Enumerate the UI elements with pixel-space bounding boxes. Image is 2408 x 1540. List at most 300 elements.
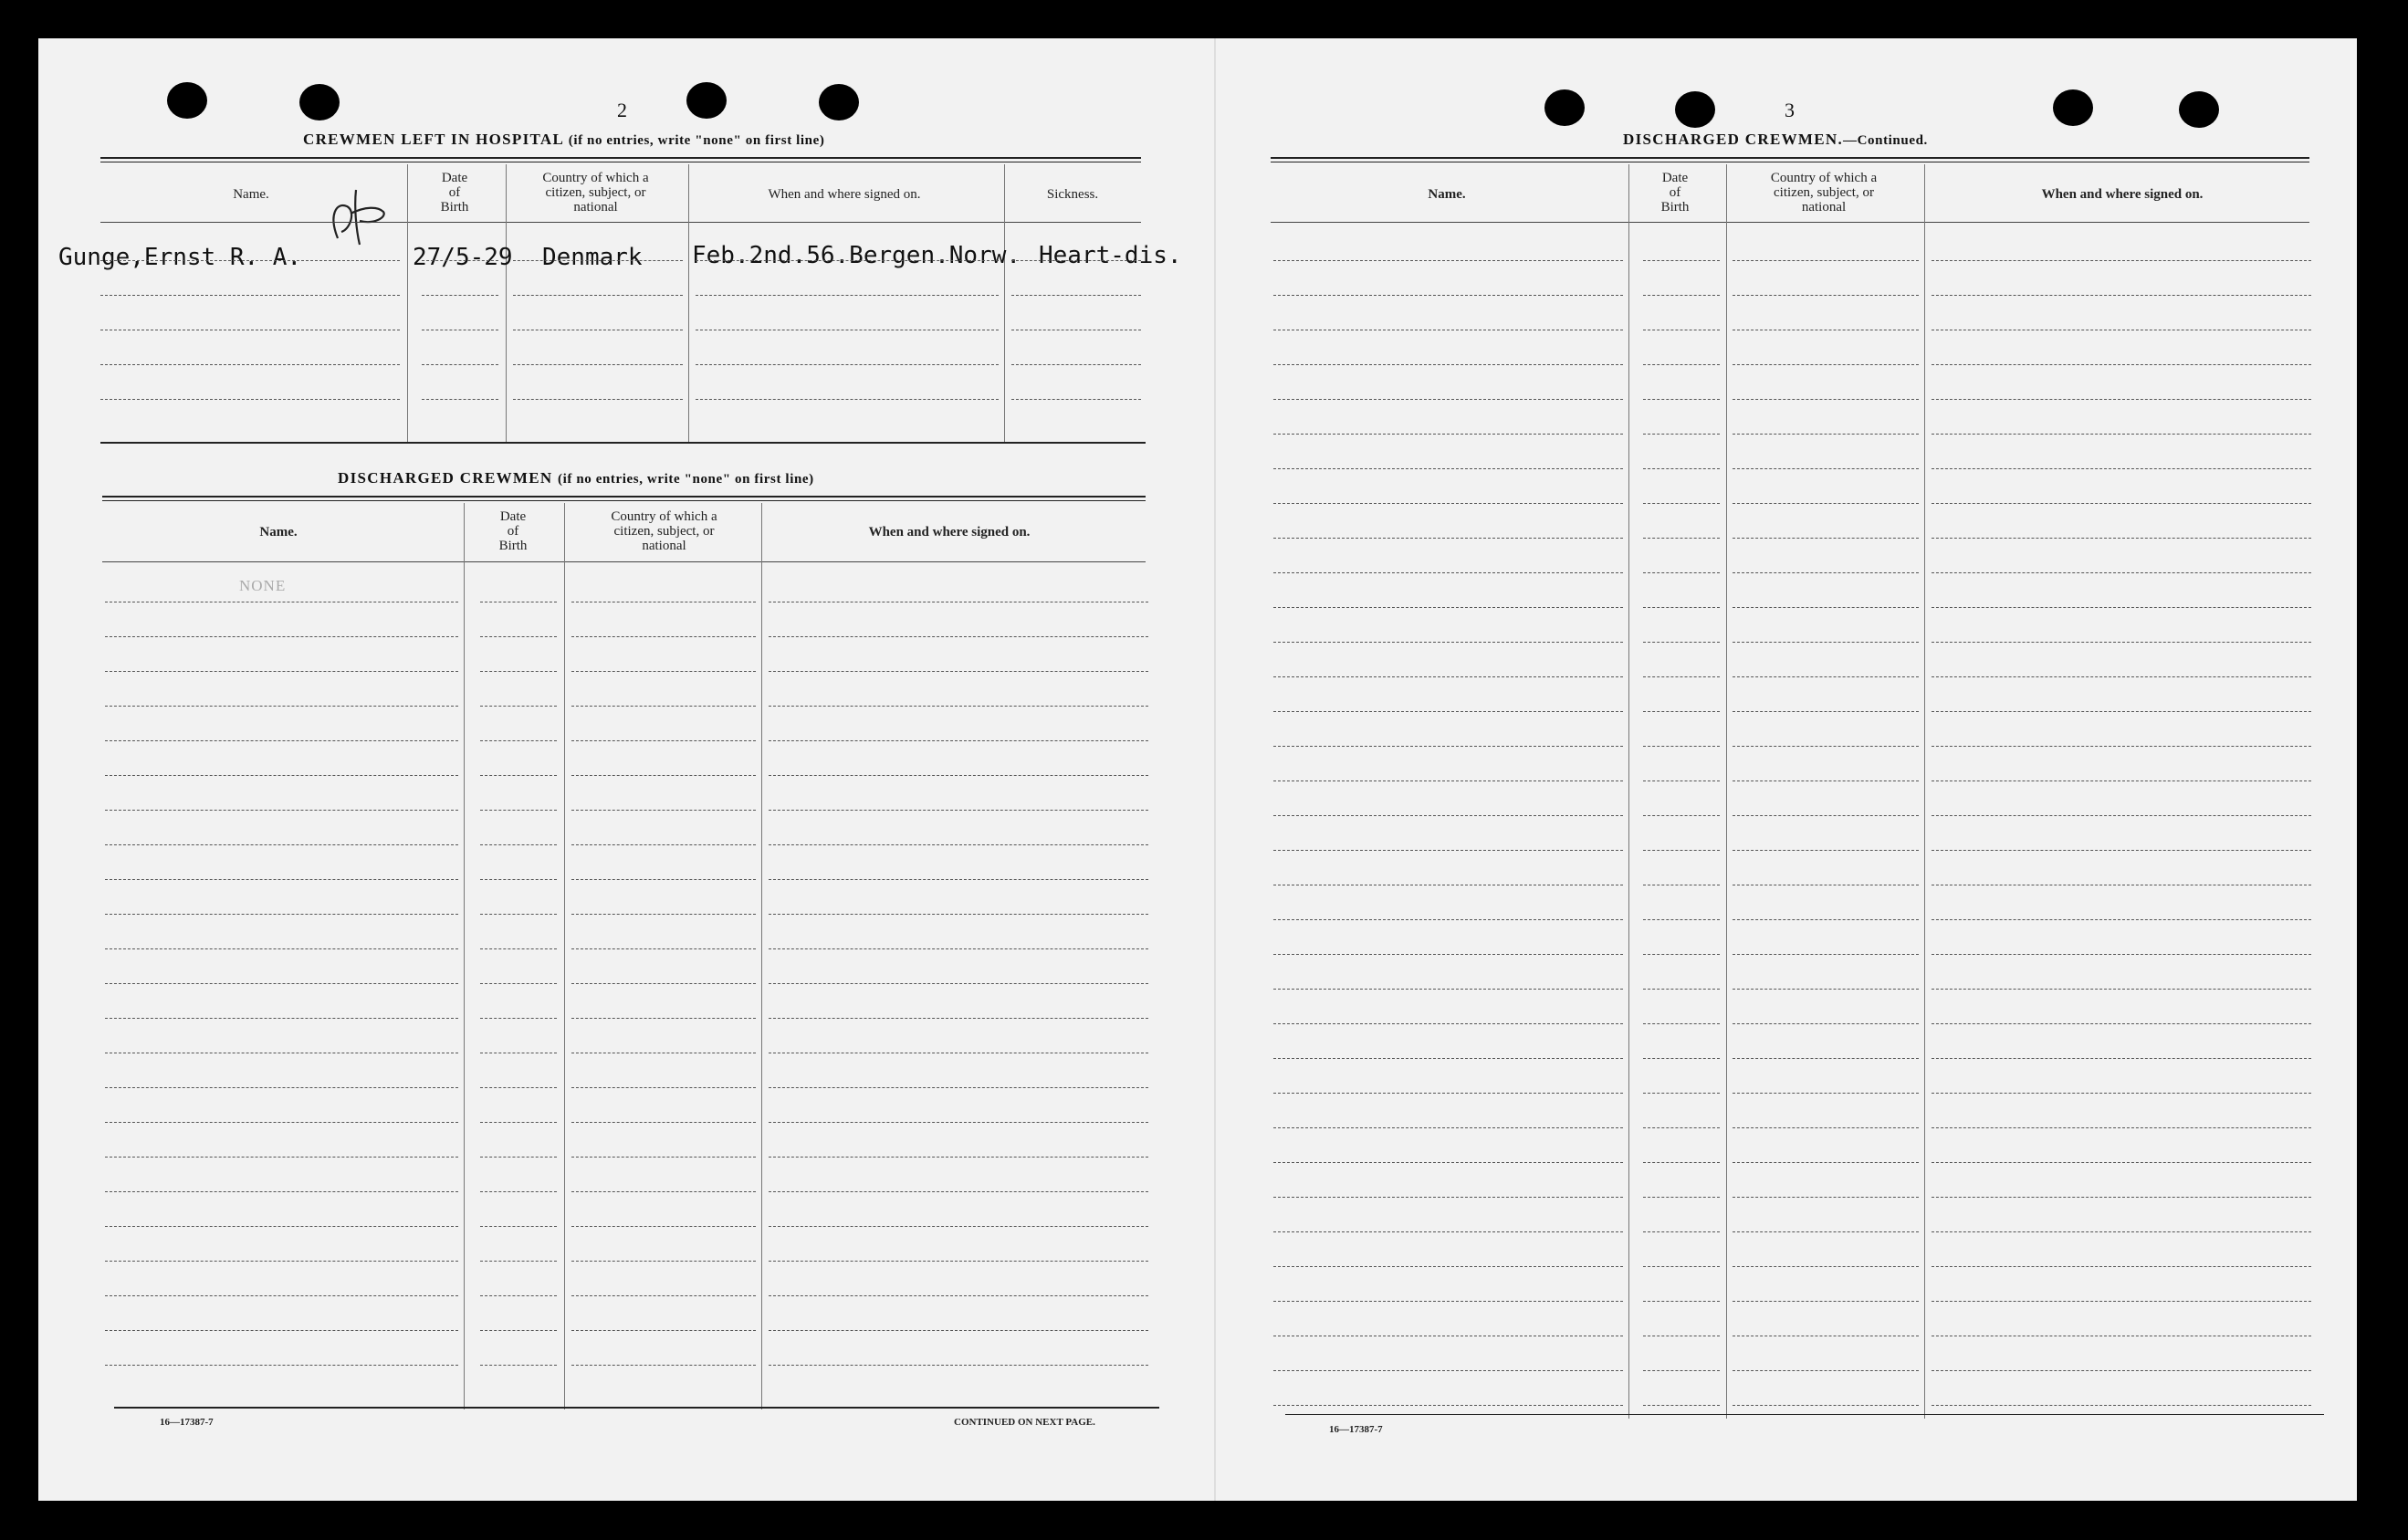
writing-line (1273, 780, 1623, 781)
writing-line (513, 399, 683, 400)
writing-line (1733, 919, 1919, 920)
left-footer-continued: CONTINUED ON NEXT PAGE. (954, 1417, 1095, 1428)
writing-line (1733, 746, 1919, 747)
writing-line (1273, 919, 1623, 920)
writing-line (1932, 676, 2311, 677)
page-fold (1214, 38, 1216, 1501)
writing-line (1932, 1162, 2311, 1163)
writing-line (571, 1295, 756, 1296)
writing-line (422, 295, 498, 296)
writing-line (1643, 1093, 1720, 1094)
writing-line (105, 740, 458, 741)
writing-line (480, 636, 557, 637)
right-header-country (1728, 171, 1920, 215)
writing-line (1643, 746, 1720, 747)
hospital-header-dob-2: of (448, 185, 461, 200)
writing-line (105, 1191, 458, 1192)
writing-line (769, 844, 1148, 845)
writing-line (105, 1087, 458, 1088)
writing-line (571, 983, 756, 984)
writing-line (1643, 572, 1720, 573)
writing-line (1733, 503, 1919, 504)
writing-line (571, 914, 756, 915)
writing-line (1932, 295, 2311, 296)
writing-line (1273, 989, 1623, 990)
writing-line (1011, 260, 1141, 261)
writing-line (105, 1261, 458, 1262)
writing-line (1733, 468, 1919, 469)
right-col-divider (1924, 164, 1925, 1419)
writing-line (1932, 1093, 2311, 1094)
writing-line (480, 1295, 557, 1296)
writing-line (571, 1330, 756, 1331)
writing-line (1932, 503, 2311, 504)
discharged-header-dob-1: Date (499, 509, 527, 524)
writing-line (100, 399, 400, 400)
writing-line (769, 1157, 1148, 1158)
writing-line (1643, 503, 1720, 504)
writing-line (1273, 850, 1623, 851)
writing-line (571, 636, 756, 637)
writing-line (1733, 1023, 1919, 1024)
writing-line (1932, 919, 2311, 920)
writing-line (1932, 1231, 2311, 1232)
writing-line (100, 295, 400, 296)
discharged-header-country-2: citizen, subject, or (613, 524, 715, 539)
writing-line (105, 914, 458, 915)
writing-line (1273, 434, 1623, 435)
writing-line (1643, 1301, 1720, 1302)
discharged-header-dob-3: Birth (498, 539, 528, 553)
writing-line (1733, 295, 1919, 296)
writing-line (1932, 1197, 2311, 1198)
writing-line (1273, 642, 1623, 643)
writing-line (1932, 260, 2311, 261)
writing-line (105, 1018, 458, 1019)
writing-line (1643, 607, 1720, 608)
hospital-header-country-1: Country of which a (542, 171, 649, 185)
hospital-header-rule (100, 222, 1141, 223)
writing-line (1932, 954, 2311, 955)
writing-line (571, 879, 756, 880)
writing-line (480, 1087, 557, 1088)
discharged-header-name: Name. (259, 525, 298, 540)
writing-line (105, 1330, 458, 1331)
writing-line (1643, 780, 1720, 781)
writing-line (105, 1226, 458, 1227)
writing-line (1932, 538, 2311, 539)
writing-line (769, 1365, 1148, 1366)
writing-line (1011, 399, 1141, 400)
writing-line (1932, 607, 2311, 608)
writing-line (1932, 780, 2311, 781)
writing-line (1643, 399, 1720, 400)
writing-line (1273, 468, 1623, 469)
hospital-entry-signed: Feb.2nd.56.Bergen.Norw. (692, 242, 1021, 269)
hospital-header-country-3: national (573, 200, 618, 215)
hospital-entry-sickness: Heart-dis. (1039, 242, 1182, 269)
writing-line (1733, 1162, 1919, 1163)
writing-line (1273, 295, 1623, 296)
right-title-suffix: —Continued. (1843, 133, 1928, 148)
writing-line (1273, 1127, 1623, 1128)
left-footer-code: 16—17387-7 (160, 1417, 214, 1428)
writing-line (1932, 1058, 2311, 1059)
writing-line (422, 260, 498, 261)
writing-line (105, 706, 458, 707)
writing-line (1273, 1197, 1623, 1198)
writing-line (480, 983, 557, 984)
writing-line (480, 1226, 557, 1227)
writing-line (422, 364, 498, 365)
writing-line (1932, 711, 2311, 712)
writing-line (1643, 815, 1720, 816)
writing-line (1643, 1231, 1720, 1232)
right-header-dob-1: Date (1661, 171, 1689, 185)
punch-hole-icon (2179, 91, 2219, 128)
hospital-col-divider (688, 164, 689, 443)
right-header-dob (1629, 171, 1721, 215)
writing-line (1733, 642, 1919, 643)
writing-line (1733, 1266, 1919, 1267)
writing-line (1733, 1231, 1919, 1232)
writing-line (571, 671, 756, 672)
writing-line (1273, 1370, 1623, 1371)
writing-line (571, 1226, 756, 1227)
writing-line (571, 1157, 756, 1158)
writing-line (480, 671, 557, 672)
punch-hole-icon (1544, 89, 1585, 126)
writing-line (571, 1191, 756, 1192)
writing-line (1273, 260, 1623, 261)
writing-line (1643, 1058, 1720, 1059)
hospital-header-sickness: Sickness. (1046, 187, 1099, 202)
writing-line (1733, 1301, 1919, 1302)
writing-line (1643, 1197, 1720, 1198)
writing-line (105, 636, 458, 637)
writing-line (1273, 399, 1623, 400)
writing-line (769, 636, 1148, 637)
punch-hole-icon (299, 84, 340, 120)
writing-line (513, 295, 683, 296)
right-col-divider (1628, 164, 1629, 1419)
writing-line (1932, 815, 2311, 816)
form-sheet (38, 38, 2357, 1501)
writing-line (769, 1018, 1148, 1019)
writing-line (1932, 850, 2311, 851)
writing-line (1932, 1127, 2311, 1128)
writing-line (480, 740, 557, 741)
right-header-country-1: Country of which a (1770, 171, 1878, 185)
writing-line (1733, 364, 1919, 365)
writing-line (1273, 1405, 1623, 1406)
writing-line (769, 1295, 1148, 1296)
writing-line (1643, 989, 1720, 990)
writing-line (769, 1261, 1148, 1262)
hospital-header-name: Name. (233, 187, 269, 202)
writing-line (696, 260, 999, 261)
discharged-top-rule (102, 496, 1146, 498)
punch-hole-icon (686, 82, 727, 119)
writing-line (1273, 1023, 1623, 1024)
writing-line (1733, 434, 1919, 435)
writing-line (1643, 364, 1720, 365)
writing-line (1643, 468, 1720, 469)
right-header-rule (1271, 222, 2309, 223)
right-col-divider (1726, 164, 1727, 1419)
writing-line (1273, 1266, 1623, 1267)
writing-line (1273, 1162, 1623, 1163)
writing-line (1733, 572, 1919, 573)
writing-line (1643, 1162, 1720, 1163)
writing-line (1643, 850, 1720, 851)
writing-line (1932, 1301, 2311, 1302)
writing-line (105, 983, 458, 984)
writing-line (1932, 746, 2311, 747)
writing-line (1932, 1405, 2311, 1406)
writing-line (1733, 538, 1919, 539)
discharged-header-rule (102, 561, 1146, 562)
hospital-title-note: (if no entries, write "none" on first line) (568, 133, 825, 148)
writing-line (1273, 538, 1623, 539)
writing-line (105, 879, 458, 880)
writing-line (1733, 676, 1919, 677)
writing-line (1643, 1127, 1720, 1128)
writing-line (1273, 1058, 1623, 1059)
writing-line (769, 948, 1148, 949)
writing-line (1733, 954, 1919, 955)
writing-line (1643, 676, 1720, 677)
writing-line (571, 1122, 756, 1123)
right-header-dob-3: Birth (1660, 200, 1690, 215)
discharged-header-signed: When and where signed on. (868, 525, 1031, 540)
hospital-top-rule (100, 157, 1141, 159)
writing-line (571, 1261, 756, 1262)
discharged-title-text: DISCHARGED CREWMEN (338, 469, 553, 487)
right-header-signed: When and where signed on. (2041, 187, 2204, 202)
right-bottom-rule (1285, 1414, 2324, 1415)
punch-hole-icon (2053, 89, 2093, 126)
handwritten-initials-icon (319, 179, 393, 252)
hospital-entry-dob: 27/5-29 (413, 244, 513, 271)
writing-line (769, 740, 1148, 741)
writing-line (480, 706, 557, 707)
writing-line (769, 983, 1148, 984)
writing-line (1932, 572, 2311, 573)
writing-line (1643, 538, 1720, 539)
writing-line (1643, 642, 1720, 643)
writing-line (105, 1122, 458, 1123)
writing-line (696, 399, 999, 400)
hospital-header-dob (409, 171, 500, 215)
writing-line (480, 1157, 557, 1158)
writing-line (571, 706, 756, 707)
discharged-col-divider (761, 503, 762, 1409)
writing-line (1932, 364, 2311, 365)
writing-line (1273, 1301, 1623, 1302)
hospital-entry-name: Gunge,Ernst R. A. (58, 244, 302, 271)
writing-line (1733, 711, 1919, 712)
writing-line (1273, 364, 1623, 365)
writing-line (480, 1191, 557, 1192)
writing-line (1273, 607, 1623, 608)
writing-line (480, 948, 557, 949)
writing-line (1011, 295, 1141, 296)
hospital-title-text: CREWMEN LEFT IN HOSPITAL (303, 131, 564, 148)
writing-line (105, 1157, 458, 1158)
writing-line (696, 364, 999, 365)
writing-line (571, 1087, 756, 1088)
writing-line (571, 810, 756, 811)
writing-line (1733, 399, 1919, 400)
writing-line (480, 810, 557, 811)
writing-line (769, 879, 1148, 880)
writing-line (1733, 1197, 1919, 1198)
right-header-dob-2: of (1669, 185, 1681, 200)
discharged-col-divider (464, 503, 465, 1409)
writing-line (1733, 1405, 1919, 1406)
writing-line (1733, 780, 1919, 781)
writing-line (105, 948, 458, 949)
writing-line (1733, 1093, 1919, 1094)
discharged-header-country-3: national (642, 539, 686, 553)
hospital-col-divider (1004, 164, 1005, 443)
writing-line (769, 1330, 1148, 1331)
writing-line (769, 1122, 1148, 1123)
writing-line (769, 914, 1148, 915)
right-header-country-3: national (1801, 200, 1847, 215)
left-page-number: 2 (617, 99, 627, 121)
writing-line (696, 295, 999, 296)
writing-line (100, 260, 400, 261)
writing-line (105, 844, 458, 845)
writing-line (769, 706, 1148, 707)
writing-line (571, 1365, 756, 1366)
writing-line (1273, 954, 1623, 955)
writing-line (1273, 815, 1623, 816)
writing-line (571, 740, 756, 741)
writing-line (480, 1365, 557, 1366)
punch-hole-icon (167, 82, 207, 119)
writing-line (1733, 260, 1919, 261)
writing-line (1932, 642, 2311, 643)
writing-line (571, 1018, 756, 1019)
writing-line (1643, 295, 1720, 296)
writing-line (1932, 1370, 2311, 1371)
writing-line (571, 948, 756, 949)
hospital-col-divider (407, 164, 408, 443)
hospital-section-title (303, 131, 824, 149)
right-top-rule (1271, 157, 2309, 159)
writing-line (480, 844, 557, 845)
punch-hole-icon (1675, 91, 1715, 128)
writing-line (1932, 399, 2311, 400)
writing-line (1273, 1093, 1623, 1094)
writing-line (769, 1087, 1148, 1088)
writing-line (1643, 954, 1720, 955)
writing-line (769, 1226, 1148, 1227)
discharged-top-rule-2 (102, 500, 1146, 501)
hospital-header-country-2: citizen, subject, or (545, 185, 646, 200)
right-title-text: DISCHARGED CREWMEN. (1623, 131, 1843, 148)
writing-line (1733, 1370, 1919, 1371)
writing-line (480, 1122, 557, 1123)
writing-line (1733, 850, 1919, 851)
hospital-entry-country: Denmark (542, 244, 643, 271)
writing-line (105, 1295, 458, 1296)
writing-line (480, 1018, 557, 1019)
writing-line (1273, 503, 1623, 504)
writing-line (513, 260, 683, 261)
discharged-header-dob-2: of (507, 524, 519, 539)
writing-line (769, 775, 1148, 776)
writing-line (769, 671, 1148, 672)
hospital-col-divider (506, 164, 507, 443)
writing-line (1273, 676, 1623, 677)
right-section-title (1623, 131, 1928, 149)
writing-line (422, 399, 498, 400)
writing-line (1643, 711, 1720, 712)
writing-line (571, 775, 756, 776)
hospital-header-signed: When and where signed on. (768, 187, 921, 202)
writing-line (105, 1365, 458, 1366)
writing-line (1643, 1405, 1720, 1406)
writing-line (1733, 815, 1919, 816)
writing-line (1273, 1231, 1623, 1232)
right-header-country-2: citizen, subject, or (1774, 185, 1874, 200)
writing-line (769, 1191, 1148, 1192)
writing-line (1932, 989, 2311, 990)
right-footer-code: 16—17387-7 (1329, 1424, 1383, 1435)
writing-line (105, 775, 458, 776)
writing-line (1733, 1058, 1919, 1059)
writing-line (1643, 1023, 1720, 1024)
hospital-header-dob-1: Date (441, 171, 468, 185)
writing-line (1733, 989, 1919, 990)
discharged-header-country-1: Country of which a (611, 509, 717, 524)
discharged-col-divider (564, 503, 565, 1409)
writing-line (1643, 260, 1720, 261)
writing-line (1733, 1127, 1919, 1128)
hospital-header-dob-3: Birth (440, 200, 469, 215)
writing-line (1643, 1266, 1720, 1267)
writing-line (1932, 468, 2311, 469)
discharged-header-country (566, 509, 762, 553)
writing-line (1932, 434, 2311, 435)
hospital-header-country (507, 171, 685, 215)
punch-hole-icon (819, 84, 859, 120)
writing-line (480, 914, 557, 915)
right-header-name: Name. (1428, 187, 1466, 202)
writing-line (1273, 572, 1623, 573)
writing-line (571, 844, 756, 845)
writing-line (1643, 1370, 1720, 1371)
hospital-bottom-rule (100, 442, 1146, 444)
writing-line (100, 364, 400, 365)
writing-line (769, 810, 1148, 811)
writing-line (480, 775, 557, 776)
writing-line (1932, 1023, 2311, 1024)
discharged-header-dob (467, 509, 559, 553)
writing-line (480, 1330, 557, 1331)
writing-line (105, 671, 458, 672)
writing-line (1273, 711, 1623, 712)
discharged-bottom-rule (114, 1407, 1159, 1409)
writing-line (1643, 919, 1720, 920)
writing-line (105, 810, 458, 811)
writing-line (1643, 434, 1720, 435)
right-page-number: 3 (1785, 99, 1795, 121)
